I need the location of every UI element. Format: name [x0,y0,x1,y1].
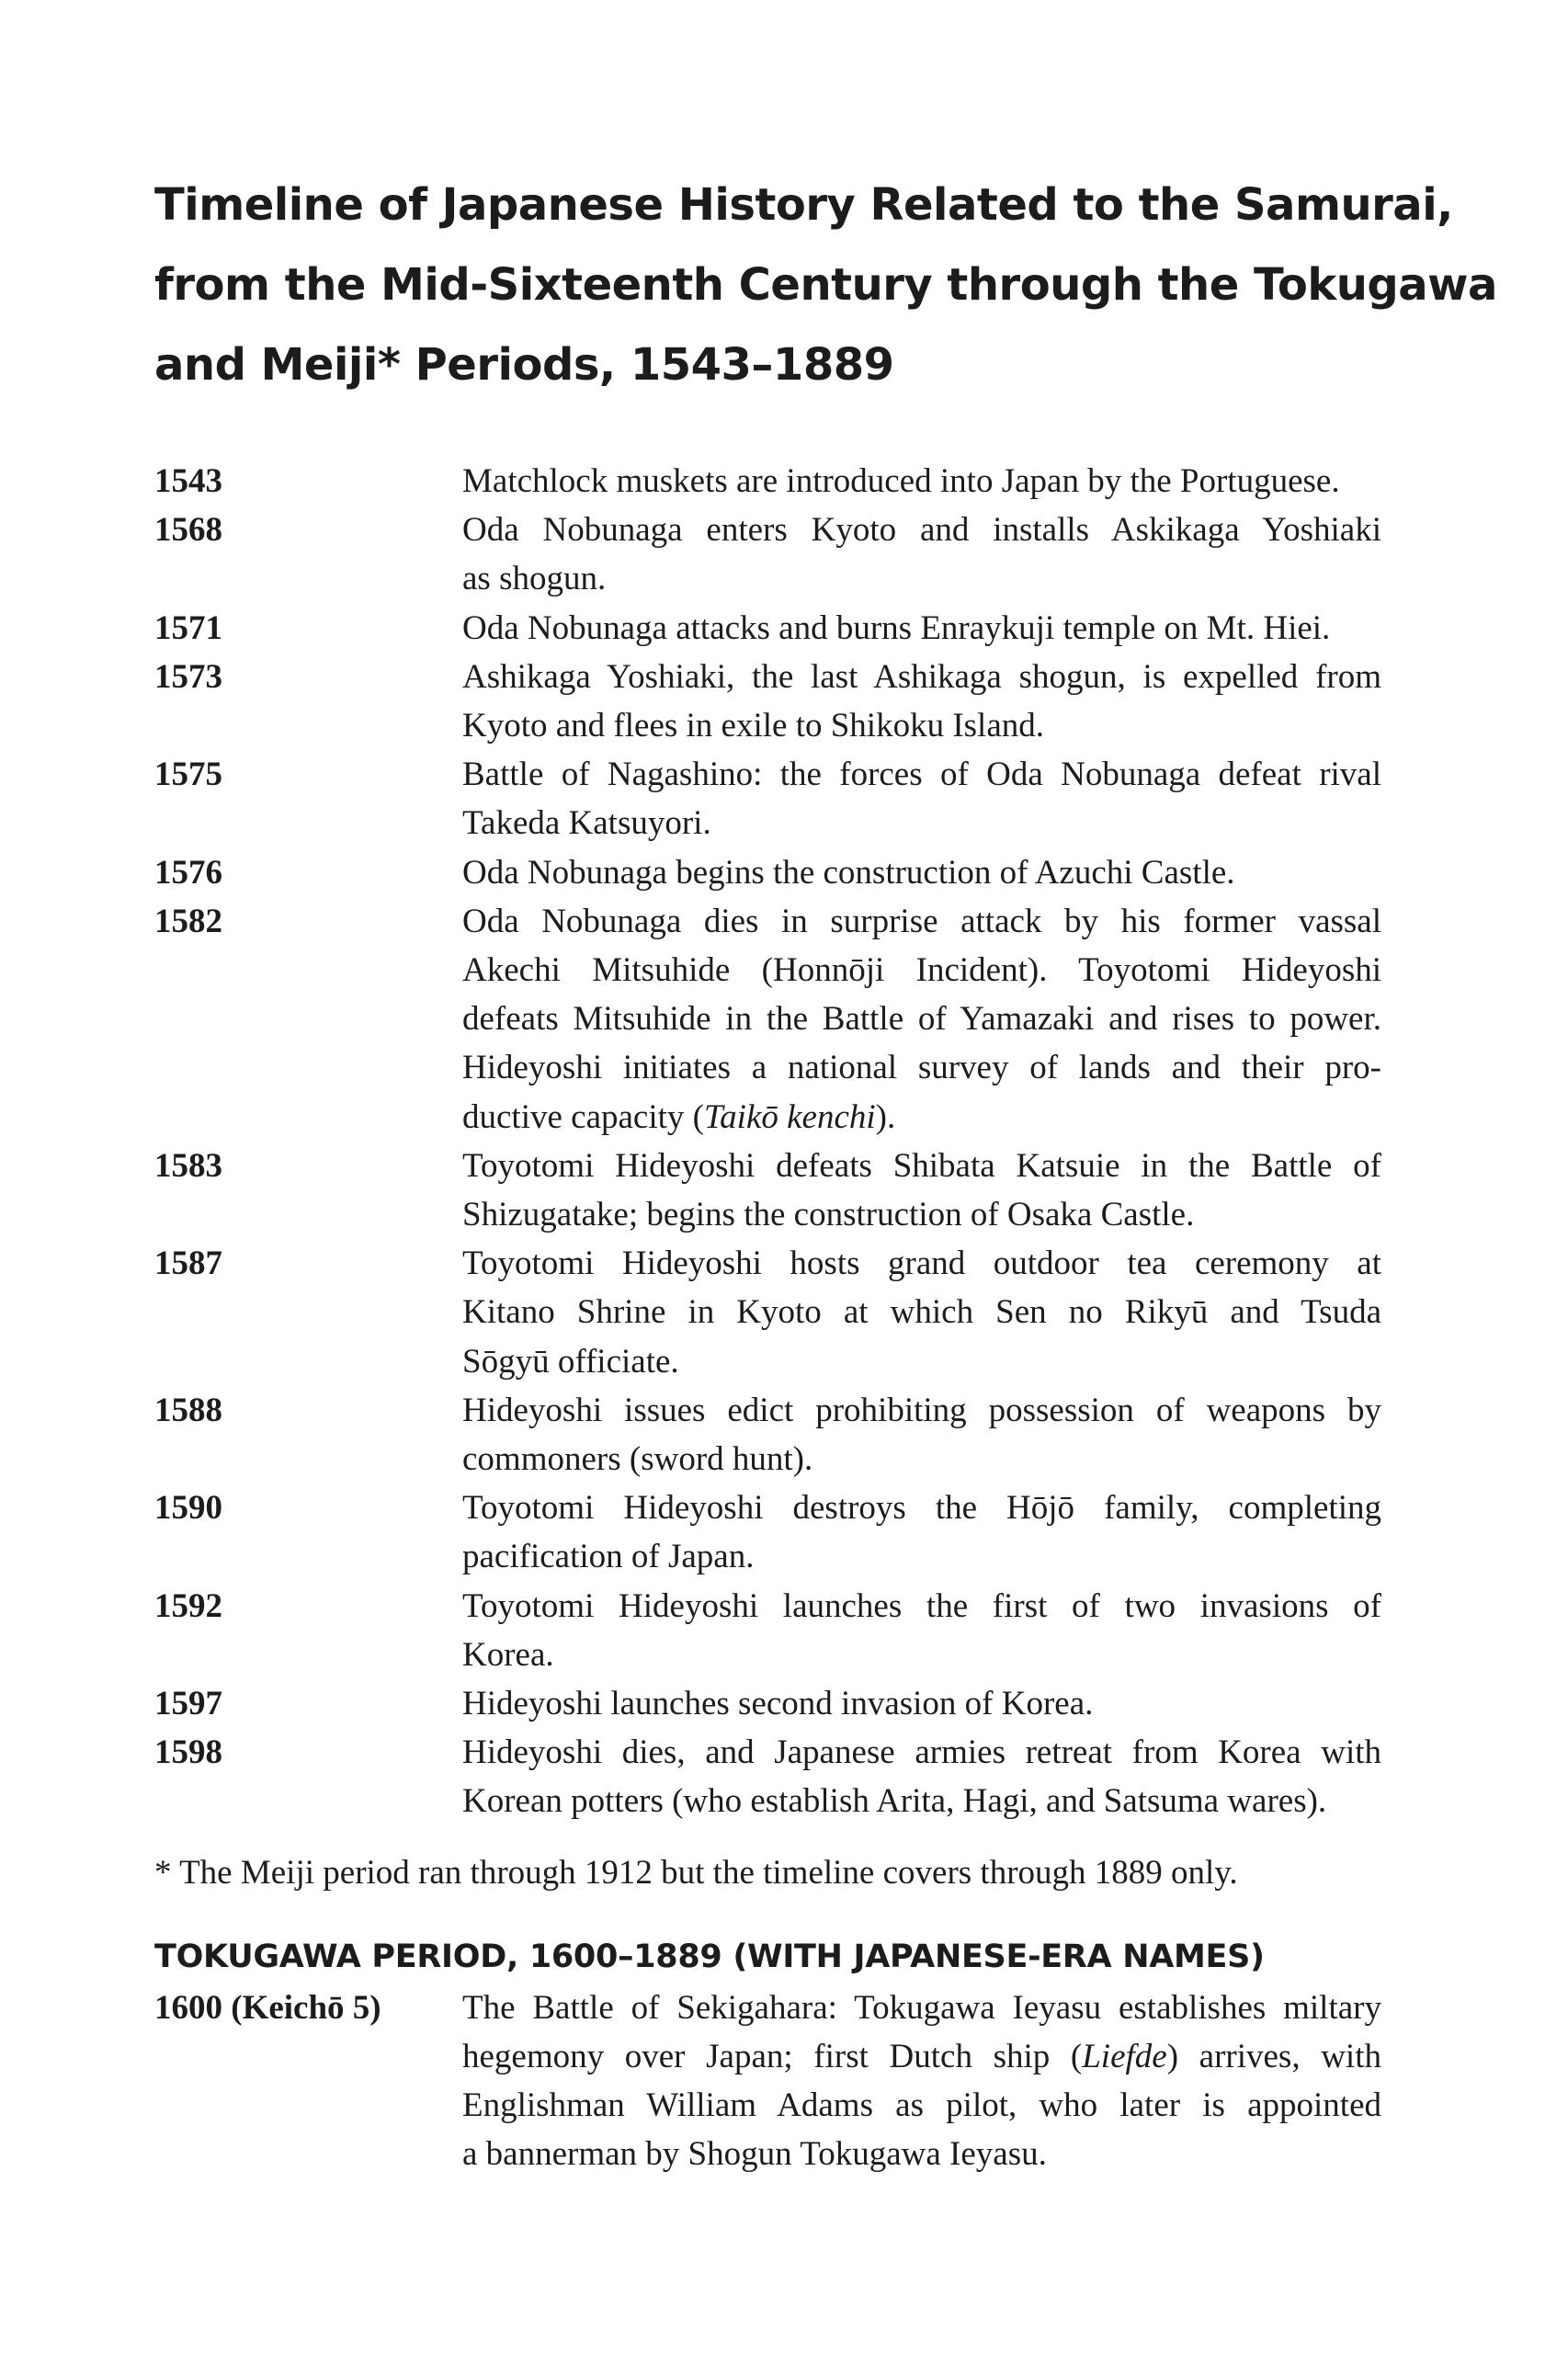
entry-description [462,653,1381,750]
description-line: ductive capacity (Taikō kenchi). [462,1097,896,1136]
title-line: and Meiji* Periods, 1543–1889 [154,339,894,391]
italic-term: Liefde [1082,2037,1167,2075]
entry-year: 1590 [154,1489,222,1528]
entry-description [462,1728,1381,1825]
timeline-list [154,457,1386,1826]
entry-year: 1582 [154,902,222,940]
timeline-entry [154,750,1386,847]
description-line: Englishman William Adams as pilot, who later is appointed [462,2086,1381,2125]
entry-description [462,750,1381,847]
entry-description [462,848,1381,897]
description-line: as shogun. [462,560,607,598]
description-line: Kitano Shrine in Kyoto at which Sen no Rikyū and Tsuda [462,1293,1381,1332]
entry-description [462,1582,1381,1679]
description-line: Toyotomi Hideyoshi destroys the Hōjō family, completing [462,1489,1381,1528]
description-line: Toyotomi Hideyoshi defeats Shibata Katsuie in the Battle of [462,1146,1381,1185]
entry-year: 1597 [154,1685,222,1723]
title-line: from the Mid-Sixteenth Century through the Tokugawa [154,259,1497,311]
timeline-entry [154,1483,1386,1581]
description-line: Toyotomi Hideyoshi launches the first of two invasions of [462,1586,1381,1625]
entry-year: 1583 [154,1146,222,1185]
description-line: Hideyoshi dies, and Japanese armies retreat from Korea with [462,1733,1381,1772]
timeline-entry [154,1679,1386,1728]
description-line: Kyoto and flees in exile to Shikoku Island. [462,707,1045,745]
timeline-entry [154,506,1386,603]
entry-description [462,1679,1381,1728]
entry-year: 1571 [154,608,222,647]
timeline-entry [154,1582,1386,1679]
entry-description [462,1483,1381,1581]
description-line: Korean potters (who establish Arita, Hagi, and Satsuma wares). [462,1782,1327,1821]
timeline-entry [154,897,1386,1142]
description-line: Toyotomi Hideyoshi hosts grand outdoor tea ceremony at [462,1245,1381,1283]
timeline-entry [154,1728,1386,1825]
description-line: a bannerman by Shogun Tokugawa Ieyasu. [462,2135,1047,2174]
entry-year: 1598 [154,1733,222,1772]
timeline-entry [154,653,1386,750]
description-line: Hideyoshi initiates a national survey of lands and their pro- [462,1049,1381,1087]
description-line: Oda Nobunaga attacks and burns Enraykuji temple on Mt. Hiei. [462,608,1331,647]
entry-description [462,897,1381,1142]
entry-description [462,457,1381,506]
entry-description [462,1984,1381,2179]
entry-year: 1543 [154,462,222,500]
timeline-entry [154,1142,1386,1239]
entry-year: 1587 [154,1245,222,1283]
entry-year: 1575 [154,756,222,794]
entry-description [462,506,1381,603]
entry-year: 1600 (Keichō 5) [154,1988,381,2027]
entry-description [462,1386,1381,1483]
timeline-entry [154,604,1386,653]
description-line: Akechi Mitsuhide (Honnōji Incident). Toyotomi Hideyoshi [462,951,1381,990]
timeline-entry [154,1386,1386,1483]
timeline-entry [154,457,1386,506]
timeline-entry [154,1984,1386,2179]
description-line: hegemony over Japan; first Dutch ship (Liefde) arrives, with [462,2037,1381,2075]
description-line: Ashikaga Yoshiaki, the last Ashikaga shogun, is expelled from [462,657,1381,696]
title-line: Timeline of Japanese History Related to the Samurai, [154,179,1453,231]
description-line: Oda Nobunaga begins the construction of Azuchi Castle. [462,853,1235,892]
entry-description [462,1239,1381,1386]
entry-year: 1588 [154,1391,222,1429]
tokugawa-timeline-list [154,1984,1386,2179]
description-line: Korea. [462,1635,554,1674]
page-title [154,165,1497,405]
italic-term: Taikō kenchi [703,1097,876,1136]
timeline-entry [154,848,1386,897]
entry-description [462,1142,1381,1239]
description-line: Matchlock muskets are introduced into Japan by the Portuguese. [462,462,1340,500]
description-line: Hideyoshi launches second invasion of Korea. [462,1685,1094,1723]
description-line: Hideyoshi issues edict prohibiting possession of weapons by [462,1391,1381,1429]
description-line: Shizugatake; begins the construction of Osaka Castle. [462,1196,1195,1234]
entry-year: 1573 [154,657,222,696]
entry-description [462,604,1381,653]
entry-year: 1592 [154,1586,222,1625]
entry-year: 1576 [154,853,222,892]
entry-year: 1568 [154,511,222,550]
footnote: * The Meiji period ran through 1912 but the timeline covers through 1889 only. [154,1853,1238,1892]
description-line: Takeda Katsuyori. [462,804,711,843]
section-heading: TOKUGAWA PERIOD, 1600–1889 (WITH JAPANESE-ERA NAMES) [154,1938,1265,1975]
page [154,165,1497,2179]
description-line: The Battle of Sekigahara: Tokugawa Ieyasu establishes miltary [462,1988,1381,2027]
description-line: Sōgyū officiate. [462,1342,679,1381]
timeline-entry [154,1239,1386,1386]
description-line: Battle of Nagashino: the forces of Oda Nobunaga defeat rival [462,756,1381,794]
description-line: commoners (sword hunt). [462,1440,813,1479]
description-line: Oda Nobunaga enters Kyoto and installs Askikaga Yoshiaki [462,511,1381,550]
description-line: defeats Mitsuhide in the Battle of Yamazaki and rises to power. [462,1000,1381,1039]
description-line: pacification of Japan. [462,1538,755,1576]
description-line: Oda Nobunaga dies in surprise attack by his former vassal [462,902,1381,940]
